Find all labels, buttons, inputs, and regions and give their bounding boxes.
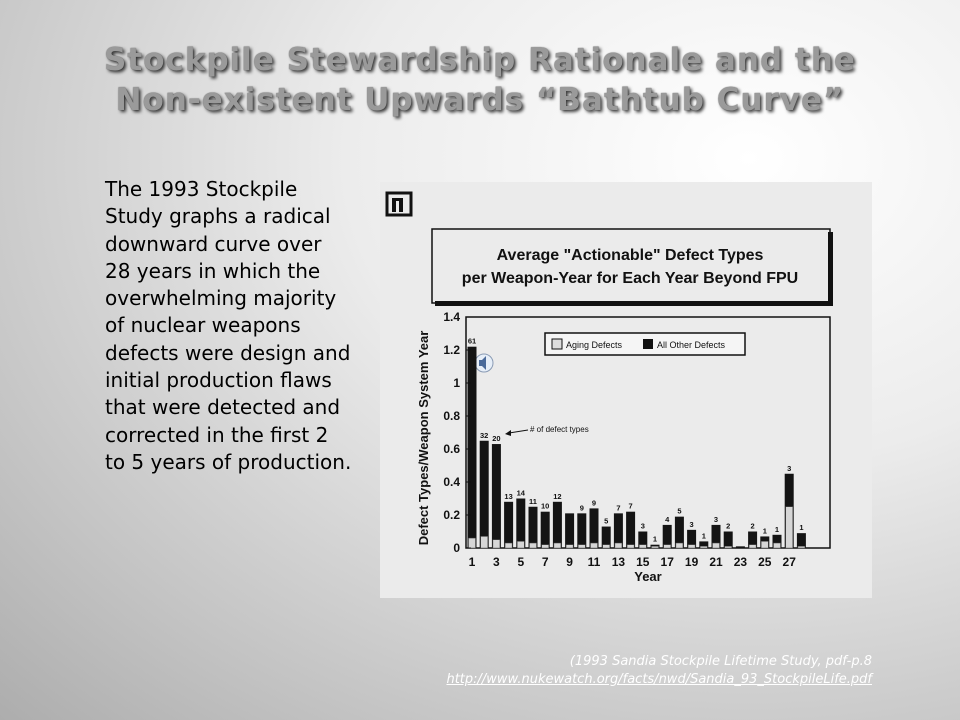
bar-aging-defects <box>469 538 476 548</box>
bar-other-defects <box>504 502 513 548</box>
bar-aging-defects <box>542 545 549 548</box>
y-tick-label: 0 <box>453 541 460 555</box>
x-tick-label: 1 <box>468 555 476 569</box>
bar-count-label: 1 <box>652 534 658 544</box>
annotation-arrowhead <box>505 430 511 436</box>
bar-count-label: 7 <box>628 501 633 511</box>
bar-aging-defects <box>749 545 756 548</box>
x-tick-label: 15 <box>636 555 650 569</box>
bar-count-label: 20 <box>492 434 501 444</box>
x-tick-label: 13 <box>611 555 626 569</box>
legend <box>545 333 745 355</box>
bar-count-label: 7 <box>616 503 621 513</box>
bar-other-defects <box>468 347 477 548</box>
bar-other-defects <box>724 532 733 549</box>
chart-title-line-2: per Weapon-Year for Each Year Beyond FPU <box>461 270 799 287</box>
y-tick-label: 1.2 <box>443 343 460 357</box>
bar-aging-defects <box>517 541 524 548</box>
bar-count-label: 9 <box>591 498 597 508</box>
defect-chart <box>380 182 872 598</box>
chart-title-line-1: Average "Actionable" Defect Types <box>496 247 764 264</box>
bar-other-defects <box>480 441 489 548</box>
x-tick-label: 7 <box>541 555 549 569</box>
chart-panel <box>380 182 872 598</box>
y-tick-label: 0.6 <box>443 442 460 456</box>
bar-other-defects <box>736 546 745 548</box>
source-link[interactable]: http://www.nukewatch.org/facts/nwd/Sandia_93_StockpileLife.pdf <box>446 672 872 687</box>
legend-aging-label: Aging Defects <box>566 340 623 350</box>
bar-aging-defects <box>505 543 512 548</box>
bars-layer <box>468 337 806 548</box>
slide-title-line-1: Stockpile Stewardship Rationale and the <box>104 42 856 78</box>
x-tick-label: 11 <box>587 555 601 569</box>
bar-count-label: 12 <box>553 491 562 501</box>
bar-count-label: 3 <box>640 521 645 531</box>
speaker-icon[interactable] <box>475 354 493 372</box>
bar-other-defects <box>565 513 574 548</box>
bar-aging-defects <box>566 545 573 548</box>
bar-other-defects <box>529 507 538 548</box>
bar-aging-defects <box>481 536 488 548</box>
bar-aging-defects <box>615 543 622 548</box>
bar-aging-defects <box>761 541 768 548</box>
x-tick-label: 19 <box>684 555 699 569</box>
legend-other-label: All Other Defects <box>657 340 726 350</box>
bar-count-label: 10 <box>541 501 550 511</box>
bar-aging-defects <box>798 546 805 548</box>
bar-count-label: 13 <box>504 491 513 501</box>
bar-aging-defects <box>676 543 683 548</box>
bar-count-label: 5 <box>677 506 682 516</box>
bar-aging-defects <box>627 545 634 548</box>
bar-aging-defects <box>664 545 671 548</box>
sandia-logo-icon <box>387 193 411 215</box>
bar-count-label: 1 <box>799 523 804 533</box>
x-tick-label: 27 <box>782 555 796 569</box>
bar-aging-defects <box>713 543 720 548</box>
x-tick-label: 23 <box>733 555 748 569</box>
bar-count-label: 3 <box>787 463 792 473</box>
y-axis-label: Defect Types/Weapon System Year <box>416 330 431 546</box>
source-citation-text: (1993 Sandia Stockpile Lifetime Study, pdf-p.8 <box>569 654 872 669</box>
slide-title <box>40 40 920 120</box>
bar-count-label: 61 <box>467 336 477 346</box>
bar-aging-defects <box>700 546 707 548</box>
y-tick-label: 0.4 <box>443 475 460 489</box>
bar-other-defects <box>577 513 586 548</box>
bar-count-label: 11 <box>529 496 537 506</box>
bar-aging-defects <box>786 507 793 548</box>
source-citation <box>446 653 872 689</box>
bar-count-label: 3 <box>689 519 694 529</box>
chart-title-box <box>432 229 830 303</box>
bar-aging-defects <box>725 546 732 548</box>
bar-count-label: 32 <box>480 430 489 440</box>
bar-aging-defects <box>652 546 659 548</box>
bar-aging-defects <box>554 543 561 548</box>
x-tick-label: 3 <box>493 555 500 569</box>
x-tick-label: 17 <box>660 555 674 569</box>
bar-other-defects <box>516 499 525 549</box>
bar-aging-defects <box>591 543 598 548</box>
y-tick-label: 1.4 <box>443 310 460 324</box>
bar-aging-defects <box>774 543 781 548</box>
bar-other-defects <box>590 508 599 548</box>
bar-other-defects <box>626 512 635 548</box>
body-paragraph: The 1993 Stockpile Study graphs a radical downward curve over 28 years in which the overwhelming majority of nuclear weapons defects were design and initial production flaws that were detected and corrected in the first 2 to 5 years of production. <box>105 177 352 474</box>
legend-swatch-other <box>643 339 653 349</box>
x-ticks <box>469 555 797 569</box>
bar-count-label: 3 <box>713 514 719 524</box>
legend-swatch-aging <box>552 339 562 349</box>
bar-aging-defects <box>603 545 610 548</box>
bar-other-defects <box>541 512 550 548</box>
bar-count-label: 9 <box>579 503 584 513</box>
bar-other-defects <box>553 502 562 548</box>
x-tick-label: 25 <box>758 555 772 569</box>
bar-count-label: 5 <box>604 516 609 526</box>
bar-other-defects <box>492 444 501 548</box>
bar-aging-defects <box>578 545 585 548</box>
bar-count-label: 1 <box>762 526 767 536</box>
annotation-arrow <box>509 430 528 433</box>
y-tick-label: 0.2 <box>443 508 460 522</box>
bar-count-label: 2 <box>750 521 755 531</box>
y-tick-label: 1 <box>453 376 460 390</box>
bar-aging-defects <box>493 540 500 548</box>
x-axis-label: Year <box>634 569 662 584</box>
x-tick-label: 5 <box>517 555 525 569</box>
bar-aging-defects <box>639 545 646 548</box>
x-tick-label: 9 <box>566 555 573 569</box>
bar-aging-defects <box>688 545 695 548</box>
bar-count-label: 2 <box>726 521 731 531</box>
bar-other-defects <box>797 533 806 548</box>
bar-aging-defects <box>530 543 537 548</box>
y-tick-label: 0.8 <box>443 409 460 423</box>
slide-title-line-2: Non-existent Upwards “Bathtub Curve” <box>115 82 845 118</box>
y-ticks <box>443 310 471 555</box>
bar-count-label: 1 <box>701 531 706 541</box>
bar-count-label: 14 <box>516 488 525 498</box>
bar-count-label: 1 <box>774 524 780 534</box>
x-tick-label: 21 <box>709 555 723 569</box>
bar-count-label: 4 <box>665 514 670 524</box>
defect-types-annotation: # of defect types <box>530 425 589 434</box>
